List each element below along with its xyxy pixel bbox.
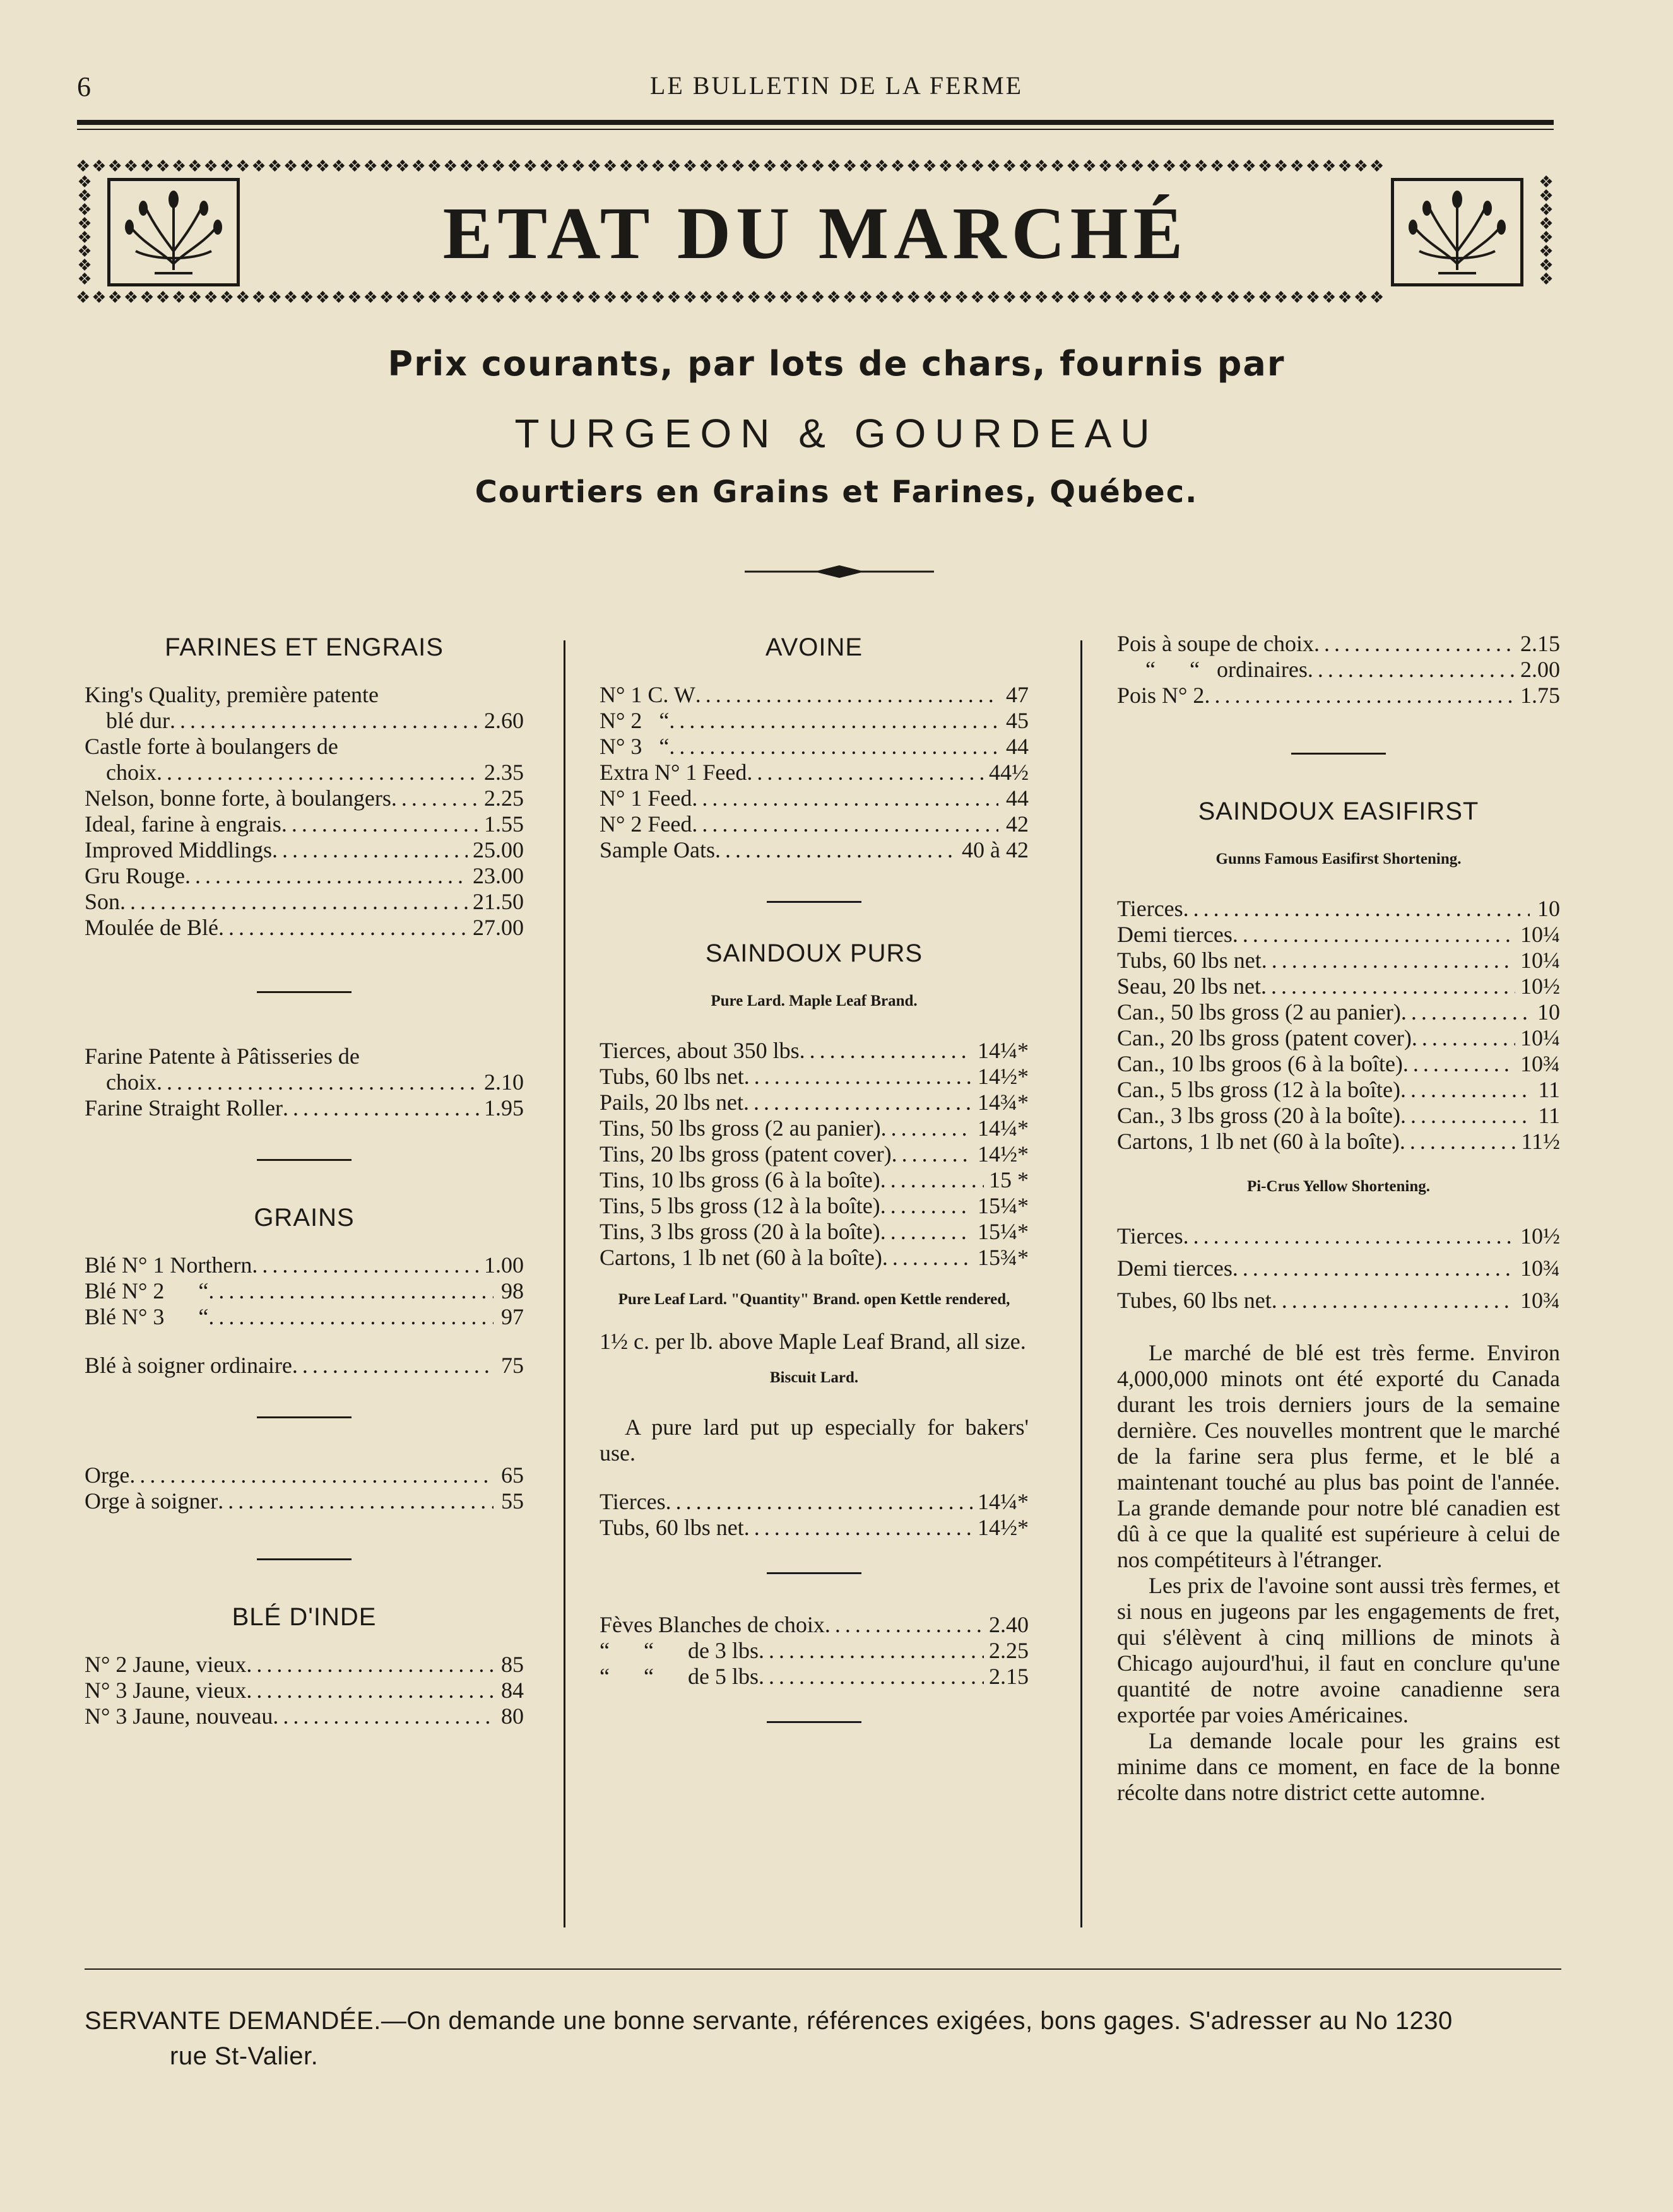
price-item	[1117, 974, 1560, 999]
item-price: 14¼*	[978, 1489, 1029, 1514]
item-price: 1.95	[484, 1095, 524, 1121]
price-item	[1117, 1103, 1560, 1129]
price-item	[1117, 1025, 1560, 1051]
item-price: 1.75	[1520, 683, 1560, 708]
column-separator	[1080, 640, 1082, 1927]
price-item	[600, 1612, 1029, 1638]
price-item	[600, 1141, 1029, 1167]
item-label: Seau, 20 lbs net	[1117, 974, 1261, 999]
banner-border-left: ❖ ❖ ❖ ❖ ❖ ❖ ❖ ❖	[77, 175, 92, 288]
item-price: 14½*	[978, 1141, 1029, 1167]
section-divider	[767, 1721, 861, 1723]
item-price: 27.00	[473, 915, 524, 940]
price-item	[85, 837, 524, 863]
running-title: LE BULLETIN DE LA FERME	[649, 71, 1024, 100]
price-item	[1117, 1129, 1560, 1155]
item-price: 2.15	[989, 1664, 1029, 1689]
item-label: Blé à soigner ordinaire	[85, 1353, 292, 1378]
item-price: 45	[1006, 708, 1029, 733]
price-item	[600, 682, 1029, 708]
price-item	[85, 863, 524, 889]
item-label: N° 1 Feed	[600, 785, 692, 811]
item-price: 2.00	[1520, 657, 1560, 682]
item-price: 10¾	[1520, 1256, 1560, 1281]
item-price: 2.25	[484, 785, 524, 811]
price-item	[1117, 683, 1560, 709]
item-price: 11½	[1521, 1129, 1560, 1154]
price-item	[85, 682, 524, 734]
item-price: 10¾	[1520, 1288, 1560, 1313]
item-price: 44	[1006, 734, 1029, 759]
item-label: Fèves Blanches de choix	[600, 1612, 825, 1637]
item-price: 84	[501, 1678, 524, 1703]
price-item	[1117, 999, 1560, 1025]
item-price: 15¾*	[978, 1245, 1029, 1270]
item-price: 11	[1538, 1077, 1560, 1102]
item-label: “ “ ordinaires	[1117, 657, 1308, 682]
item-label: N° 2 “	[600, 708, 670, 733]
item-label: Tubs, 60 lbs net	[1117, 948, 1262, 973]
item-price: 10	[1537, 999, 1560, 1025]
item-price: 14½*	[978, 1515, 1029, 1540]
main-title: ETAT DU MARCHÉ	[442, 192, 1188, 274]
item-label: Castle forte à boulangers de	[85, 734, 338, 759]
price-item	[600, 837, 1029, 863]
item-price: 47	[1006, 682, 1029, 707]
item-price: 14¾*	[978, 1090, 1029, 1115]
price-item	[1117, 948, 1560, 974]
item-label: Can., 20 lbs gross (patent cover)	[1117, 1025, 1412, 1050]
item-label: N° 3 “	[600, 734, 670, 759]
section-divider	[257, 1416, 352, 1418]
item-price: 14½*	[978, 1064, 1029, 1089]
item-label: “ “ de 3 lbs	[600, 1638, 759, 1663]
item-label: Ideal, farine à engrais	[85, 811, 281, 837]
price-item	[1117, 1077, 1560, 1103]
price-item	[85, 734, 524, 785]
item-price: 21.50	[473, 889, 524, 914]
item-price: 2.25	[989, 1638, 1029, 1663]
item-price: 10½	[1520, 974, 1560, 999]
price-item	[85, 1488, 524, 1514]
price-item	[600, 1115, 1029, 1141]
item-label: Tins, 50 lbs gross (2 au panier)	[600, 1115, 881, 1141]
commentary-paragraph: La demande locale pour les grains est minime dans ce moment, en face de la bonne récolte dans notre district cette automne.	[1117, 1728, 1560, 1805]
price-item	[600, 1090, 1029, 1115]
column-2	[600, 631, 1029, 1755]
section-title: BLÉ D'INDE	[232, 1603, 377, 1631]
section-divider	[257, 1159, 352, 1161]
item-price: 10	[1537, 896, 1560, 921]
item-price: 85	[501, 1652, 524, 1677]
item-price: 10½	[1520, 1223, 1560, 1249]
price-item	[600, 811, 1029, 837]
item-label: Extra N° 1 Feed	[600, 760, 747, 785]
sub-heading: Pure Leaf Lard. "Quantity" Brand. open Kettle rendered,	[618, 1291, 1010, 1308]
price-item	[1117, 1223, 1560, 1249]
price-item	[85, 1703, 524, 1729]
item-price: 10¼	[1520, 1025, 1560, 1050]
price-item	[85, 1252, 524, 1278]
sub-heading: Pi-Crus Yellow Shortening.	[1246, 1178, 1431, 1195]
price-item	[1117, 1051, 1560, 1077]
price-item	[1117, 1288, 1560, 1314]
item-price: 80	[501, 1703, 524, 1729]
item-price: 25.00	[473, 837, 524, 862]
section-title: FARINES ET ENGRAIS	[165, 633, 444, 661]
company-name: TURGEON & GOURDEAU	[514, 411, 1159, 456]
item-price: 44½	[989, 760, 1029, 785]
price-item	[85, 915, 524, 941]
item-label: Pois N° 2	[1117, 683, 1205, 708]
item-price: 42	[1006, 811, 1029, 837]
column-3	[1117, 631, 1560, 1806]
item-label: Demi tierces	[1117, 922, 1233, 947]
item-price: 2.35	[484, 760, 524, 785]
item-label-cont: choix	[106, 1069, 157, 1095]
item-label: Tubs, 60 lbs net	[600, 1064, 744, 1089]
item-label: Orge	[85, 1462, 130, 1488]
price-item	[600, 708, 1029, 734]
item-price: 15 *	[989, 1167, 1029, 1192]
page-number: 6	[77, 71, 91, 102]
flourish-divider	[745, 560, 934, 583]
price-item	[600, 1038, 1029, 1064]
item-price: 44	[1006, 785, 1029, 811]
item-label: Pails, 20 lbs net	[600, 1090, 744, 1115]
section-title: SAINDOUX PURS	[705, 939, 923, 967]
price-item	[1117, 657, 1560, 683]
price-item	[600, 1664, 1029, 1690]
notice-line-1: SERVANTE DEMANDÉE.—On demande une bonne servante, références exigées, bons gages. S'adresser au No 1230	[85, 2007, 1453, 2035]
item-label: Demi tierces	[1117, 1256, 1233, 1281]
item-price: 14¼*	[978, 1115, 1029, 1141]
price-item	[600, 1489, 1029, 1515]
price-item	[600, 1193, 1029, 1219]
item-label: Tins, 3 lbs gross (20 à la boîte)	[600, 1219, 880, 1244]
section-divider	[767, 901, 861, 903]
item-label: Can., 50 lbs gross (2 au panier)	[1117, 999, 1401, 1025]
market-commentary	[1117, 1340, 1560, 1806]
price-item	[1117, 896, 1560, 922]
company-description: Courtiers en Grains et Farines, Québec.	[475, 474, 1198, 510]
banner-border-top: ❖❖❖❖❖❖❖❖❖❖❖❖❖❖❖❖❖❖❖❖❖❖❖❖❖❖❖❖❖❖❖❖❖❖❖❖❖❖❖❖❖❖❖❖❖❖❖❖❖❖❖❖❖❖❖❖❖❖❖❖❖❖❖❖❖❖❖❖❖❖❖❖❖❖❖❖❖❖❖❖❖❖	[76, 158, 1386, 175]
item-label: Tins, 20 lbs gross (patent cover)	[600, 1141, 892, 1167]
item-price: 2.10	[484, 1069, 524, 1095]
price-item	[600, 760, 1029, 785]
item-label: Can., 5 lbs gross (12 à la boîte)	[1117, 1077, 1400, 1102]
section-divider	[257, 1558, 352, 1560]
price-item	[85, 1304, 524, 1330]
price-item	[85, 1095, 524, 1121]
item-label: Can., 3 lbs gross (20 à la boîte)	[1117, 1103, 1400, 1128]
item-price: 15¼*	[978, 1193, 1029, 1218]
price-item	[600, 1515, 1029, 1541]
item-label: Pois à soupe de choix	[1117, 631, 1314, 656]
price-item	[600, 1245, 1029, 1271]
footer-rule	[85, 1968, 1561, 1970]
item-price: 10¼	[1520, 922, 1560, 947]
note-text: A pure lard put up especially for bakers' use.	[600, 1415, 1029, 1466]
item-label: Tubes, 60 lbs net	[1117, 1288, 1272, 1313]
price-item	[85, 1652, 524, 1678]
item-price: 2.15	[1520, 631, 1560, 656]
item-label: Tierces	[1117, 896, 1183, 921]
item-label: Farine Straight Roller	[85, 1095, 283, 1121]
title-banner	[76, 158, 1555, 307]
item-label: Tierces, about 350 lbs	[600, 1038, 800, 1063]
price-item	[85, 1044, 524, 1095]
item-label: Blé N° 1 Northern	[85, 1252, 252, 1278]
item-price: 65	[501, 1462, 524, 1488]
item-label: N° 1 C. W	[600, 682, 695, 707]
item-label: Gru Rouge	[85, 863, 185, 888]
item-price: 11	[1538, 1103, 1560, 1128]
price-item	[600, 785, 1029, 811]
sub-heading: Pure Lard. Maple Leaf Brand.	[711, 992, 918, 1009]
column-1	[85, 631, 524, 1729]
section-divider	[1291, 753, 1386, 755]
item-label: Blé N° 3 “	[85, 1304, 209, 1329]
note-text: 1½ c. per lb. above Maple Leaf Brand, all size.	[600, 1329, 1026, 1354]
item-label: Improved Middlings	[85, 837, 272, 862]
item-label: Blé N° 2 “	[85, 1278, 209, 1303]
price-item	[85, 1462, 524, 1488]
item-label-cont: blé dur	[106, 708, 170, 733]
section-divider	[767, 1572, 861, 1574]
price-item	[1117, 1256, 1560, 1281]
price-item	[1117, 631, 1560, 657]
item-price: 14¼*	[978, 1038, 1029, 1063]
item-price: 55	[501, 1488, 524, 1514]
item-label: N° 2 Jaune, vieux	[85, 1652, 247, 1677]
item-label: Son	[85, 889, 121, 914]
section-title: GRAINS	[254, 1204, 355, 1232]
banner-border-bottom: ❖❖❖❖❖❖❖❖❖❖❖❖❖❖❖❖❖❖❖❖❖❖❖❖❖❖❖❖❖❖❖❖❖❖❖❖❖❖❖❖❖❖❖❖❖❖❖❖❖❖❖❖❖❖❖❖❖❖❖❖❖❖❖❖❖❖❖❖❖❖❖❖❖❖❖❖❖❖❖❖❖❖	[76, 289, 1386, 307]
item-label: “ “ de 5 lbs	[600, 1664, 759, 1689]
item-label: Cartons, 1 lb net (60 à la boîte)	[1117, 1129, 1400, 1154]
item-label: Cartons, 1 lb net (60 à la boîte)	[600, 1245, 882, 1270]
price-item	[600, 1219, 1029, 1245]
section-title: SAINDOUX EASIFIRST	[1198, 797, 1479, 825]
item-price: 75	[501, 1353, 524, 1378]
price-item	[600, 1638, 1029, 1664]
section-divider	[257, 991, 352, 993]
price-item	[1117, 922, 1560, 948]
item-label: N° 3 Jaune, nouveau	[85, 1703, 273, 1729]
item-label: Sample Oats	[600, 837, 715, 862]
price-item	[85, 811, 524, 837]
item-label: N° 2 Feed	[600, 811, 692, 837]
item-price: 97	[501, 1304, 524, 1329]
item-label: Orge à soigner	[85, 1488, 218, 1514]
notice-line-2: rue St-Valier.	[170, 2042, 319, 2070]
item-label: Tins, 5 lbs gross (12 à la boîte)	[600, 1193, 880, 1218]
price-item	[600, 1064, 1029, 1090]
header-rule-thin	[77, 129, 1554, 130]
price-item	[600, 734, 1029, 760]
item-price: 98	[501, 1278, 524, 1303]
item-price: 1.55	[484, 811, 524, 837]
item-price: 2.60	[484, 708, 524, 733]
item-price: 2.40	[989, 1612, 1029, 1637]
price-item	[85, 1678, 524, 1703]
banner-border-right: ❖ ❖ ❖ ❖ ❖ ❖ ❖ ❖	[1539, 175, 1554, 288]
price-item	[600, 1167, 1029, 1193]
item-price: 10¾	[1520, 1051, 1560, 1076]
item-label: Tins, 10 lbs gross (6 à la boîte)	[600, 1167, 880, 1192]
item-price: 10¼	[1520, 948, 1560, 973]
column-separator	[564, 640, 565, 1927]
item-label: Nelson, bonne forte, à boulangers	[85, 785, 391, 811]
item-label: Moulée de Blé	[85, 915, 218, 940]
item-price: 23.00	[473, 863, 524, 888]
item-price: 15¼*	[978, 1219, 1029, 1244]
sub-heading: Biscuit Lard.	[769, 1369, 859, 1386]
commentary-paragraph: Les prix de l'avoine sont aussi très fermes, et si nous en jugeons par les engagements de fret, qui s'élèvent à cinq millions de minots à Chicago aujourd'hui, il faut en conclure qu'une quantité de notre avoine canadienne sera exportée par voies Américaines.	[1117, 1573, 1560, 1727]
commentary-paragraph: Le marché de blé est très ferme. Environ 4,000,000 minots ont été exporté du Canada durant les trois derniers jours de la semaine dernière. Ces nouvelles montrent que le marché de la farine sera plus ferme, et le blé a maintenant touché au plus bas point de l'année. La grande demande pour notre blé canadien est dû à ce que la qualité est supérieure à celui de nos compétiteurs à l'étranger.	[1117, 1340, 1560, 1572]
item-label: Farine Patente à Pâtisseries de	[85, 1044, 360, 1069]
item-label-cont: choix	[106, 760, 157, 785]
sub-heading: Gunns Famous Easifirst Shortening.	[1215, 850, 1462, 868]
item-label: Can., 10 lbs groos (6 à la boîte)	[1117, 1051, 1403, 1076]
item-price: 40 à 42	[962, 837, 1029, 862]
header-rule	[77, 120, 1554, 125]
classified-notice	[85, 2003, 1561, 2074]
section-title: AVOINE	[765, 633, 863, 661]
item-label: Tierces	[600, 1489, 666, 1514]
item-label: Tierces	[1117, 1223, 1183, 1249]
item-label: Tubs, 60 lbs net	[600, 1515, 744, 1540]
price-item	[85, 1278, 524, 1304]
price-item	[85, 889, 524, 915]
subtitle-line-1: Prix courants, par lots de chars, fournis par	[387, 344, 1286, 384]
item-label: N° 3 Jaune, vieux	[85, 1678, 247, 1703]
price-item	[85, 1353, 524, 1379]
item-label: King's Quality, première patente	[85, 682, 379, 707]
price-item	[85, 785, 524, 811]
item-price: 1.00	[484, 1252, 524, 1278]
